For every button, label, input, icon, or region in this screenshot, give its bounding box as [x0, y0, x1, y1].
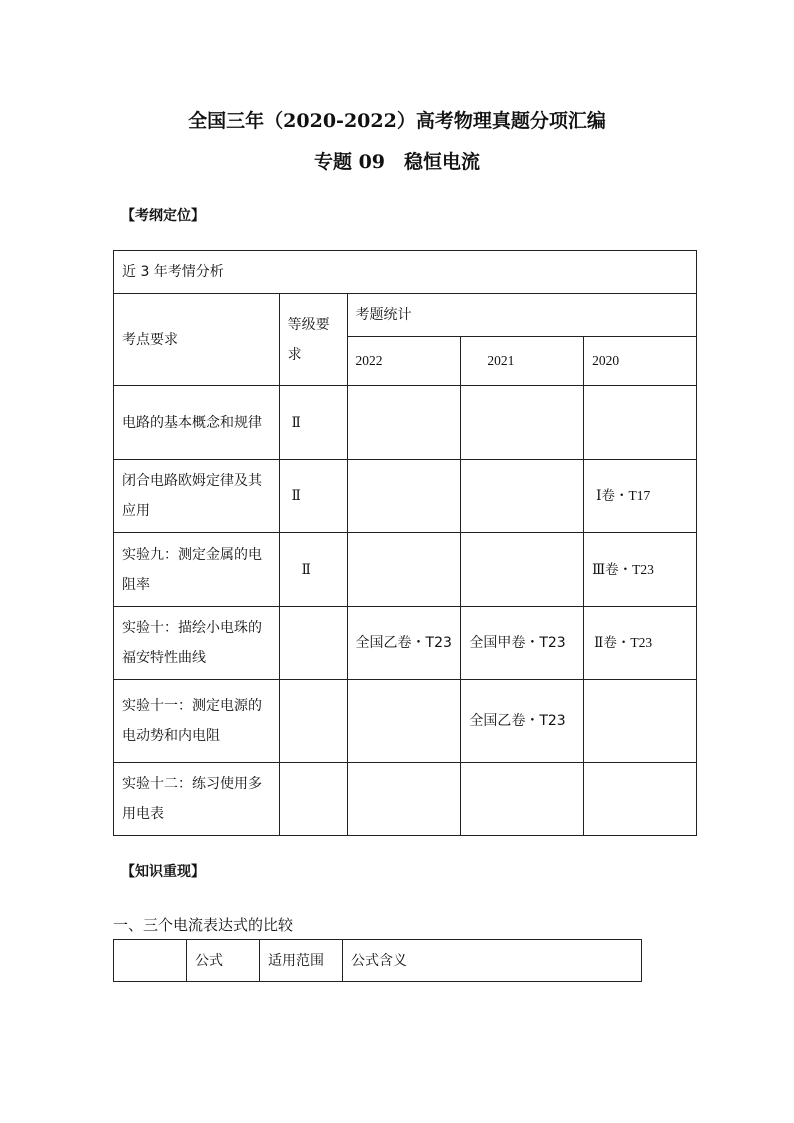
section-heading-outline: 【考纲定位】 — [121, 208, 205, 224]
table-row — [114, 533, 697, 607]
subsection-heading: 一、三个电流表达式的比较 — [113, 916, 294, 934]
cell-level: Ⅱ — [279, 533, 347, 607]
compare-table — [113, 939, 642, 982]
compare-header-formula: 公式 — [187, 940, 260, 982]
compare-header-meaning: 公式含义 — [343, 940, 642, 982]
cell-point: 实验十二：练习使用多用电表 — [114, 763, 280, 836]
cell-2020 — [584, 763, 697, 836]
cell-2022 — [347, 460, 461, 533]
cell-2021 — [461, 533, 584, 607]
cell-2021: 全国乙卷・T23 — [461, 680, 584, 763]
cell-2022 — [347, 763, 461, 836]
cell-2021 — [461, 763, 584, 836]
table-row — [114, 940, 642, 982]
cell-2021: 全国甲卷・T23 — [461, 607, 584, 680]
cell-2022 — [347, 533, 461, 607]
col-header-stats: 考题统计 — [347, 294, 696, 337]
document-subtitle: 专题 09 稳恒电流 — [313, 151, 481, 173]
compare-header-blank — [114, 940, 187, 982]
cell-2020: Ⅰ卷・T17 — [584, 460, 697, 533]
cell-2020: Ⅲ卷・T23 — [584, 533, 697, 607]
table-row — [114, 386, 697, 460]
table-row — [114, 763, 697, 836]
table-row — [114, 680, 697, 763]
year-header: 2020 — [584, 337, 697, 386]
cell-2022 — [347, 680, 461, 763]
cell-level — [279, 607, 347, 680]
cell-2022 — [347, 386, 461, 460]
col-header-point: 考点要求 — [114, 294, 280, 386]
cell-2020 — [584, 386, 697, 460]
table-row — [114, 607, 697, 680]
col-header-level: 等级要求 — [279, 294, 347, 386]
year-header: 2021 — [461, 337, 584, 386]
cell-point: 闭合电路欧姆定律及其应用 — [114, 460, 280, 533]
cell-2022: 全国乙卷・T23 — [347, 607, 461, 680]
table-row — [114, 460, 697, 533]
outline-table — [113, 250, 697, 836]
cell-point: 实验十一：测定电源的电动势和内电阻 — [114, 680, 280, 763]
cell-level — [279, 680, 347, 763]
cell-level: Ⅱ — [279, 460, 347, 533]
cell-2020 — [584, 680, 697, 763]
cell-level — [279, 763, 347, 836]
cell-point: 实验九：测定金属的电阻率 — [114, 533, 280, 607]
cell-2021 — [461, 386, 584, 460]
table-header-span: 近 3 年考情分析 — [114, 251, 697, 294]
cell-level: Ⅱ — [279, 386, 347, 460]
cell-point: 实验十：描绘小电珠的福安特性曲线 — [114, 607, 280, 680]
document-title: 全国三年（2020-2022）高考物理真题分项汇编 — [188, 110, 606, 132]
cell-point: 电路的基本概念和规律 — [114, 386, 280, 460]
compare-header-scope: 适用范围 — [260, 940, 343, 982]
section-heading-knowledge: 【知识重现】 — [121, 864, 205, 880]
cell-2020: Ⅱ卷・T23 — [584, 607, 697, 680]
cell-2021 — [461, 460, 584, 533]
year-header: 2022 — [347, 337, 461, 386]
